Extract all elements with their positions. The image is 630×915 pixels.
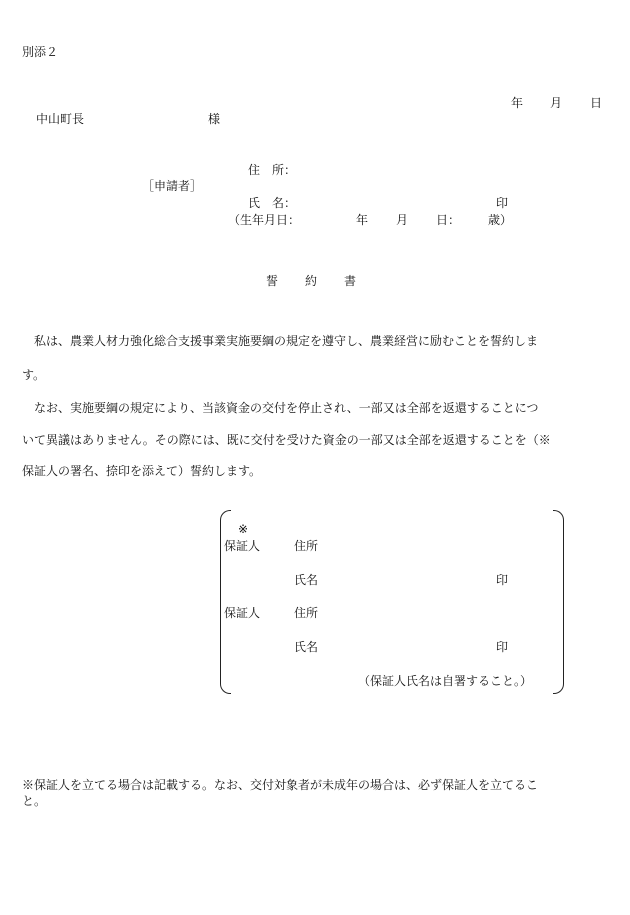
applicant-birth-year: 年	[356, 213, 369, 227]
date-day: 日	[590, 96, 603, 110]
bracket-right	[553, 510, 564, 694]
applicant-label: ［申請者］	[142, 179, 203, 193]
applicant-seal: 印	[496, 196, 509, 210]
applicant-birth-month: 月	[396, 213, 409, 227]
footnote-line1: ※保証人を立てる場合は記載する。なお、交付対象者が未成年の場合は、必ず保証人を立てるこ	[22, 778, 539, 792]
date-year: 年	[511, 96, 524, 110]
footnote-line2: と。	[22, 794, 47, 808]
guarantor1-seal: 印	[496, 573, 509, 587]
applicant-birth-day: 日：	[436, 213, 461, 227]
guarantor2-seal: 印	[496, 640, 509, 654]
guarantor2-name-label: 氏名	[294, 640, 319, 654]
guarantor1-address-label: 住所	[294, 539, 319, 553]
guarantor2-address-label: 住所	[294, 606, 319, 620]
date-month: 月	[550, 96, 563, 110]
guarantor-note: （保証人氏名は自署すること。）	[358, 674, 533, 688]
body-p2-line2: いて異議はありません。その際には、既に交付を受けた資金の一部又は全部を返還することを（※	[22, 433, 551, 447]
guarantor1-name-label: 氏名	[294, 573, 319, 587]
body-p2-line1: なお、実施要綱の規定により、当該資金の交付を停止され、一部又は全部を返還することにつ	[22, 401, 539, 415]
attachment-label: 別添２	[22, 45, 59, 59]
body-p1-line2: す。	[22, 368, 46, 382]
document-title: 誓 約 書	[266, 274, 358, 288]
body-p1-line1: 私は、農業人材力強化総合支援事業実施要綱の規定を遵守し、農業経営に励むことを誓約しま	[22, 334, 539, 348]
applicant-address-label: 住 所：	[248, 163, 297, 177]
applicant-age: 歳）	[488, 213, 513, 227]
applicant-name-label: 氏 名：	[248, 196, 297, 210]
applicant-birth-label: （生年月日：	[228, 213, 301, 227]
guarantor1-label: 保証人	[224, 539, 261, 553]
bracket-left	[220, 510, 231, 694]
addressee-honorific: 様	[208, 112, 221, 126]
guarantor2-label: 保証人	[224, 606, 261, 620]
body-p2-line3: 保証人の署名、捺印を添えて）誓約します。	[22, 464, 262, 478]
guarantor-mark: ※	[238, 522, 249, 536]
addressee-name: 中山町長	[36, 112, 85, 126]
